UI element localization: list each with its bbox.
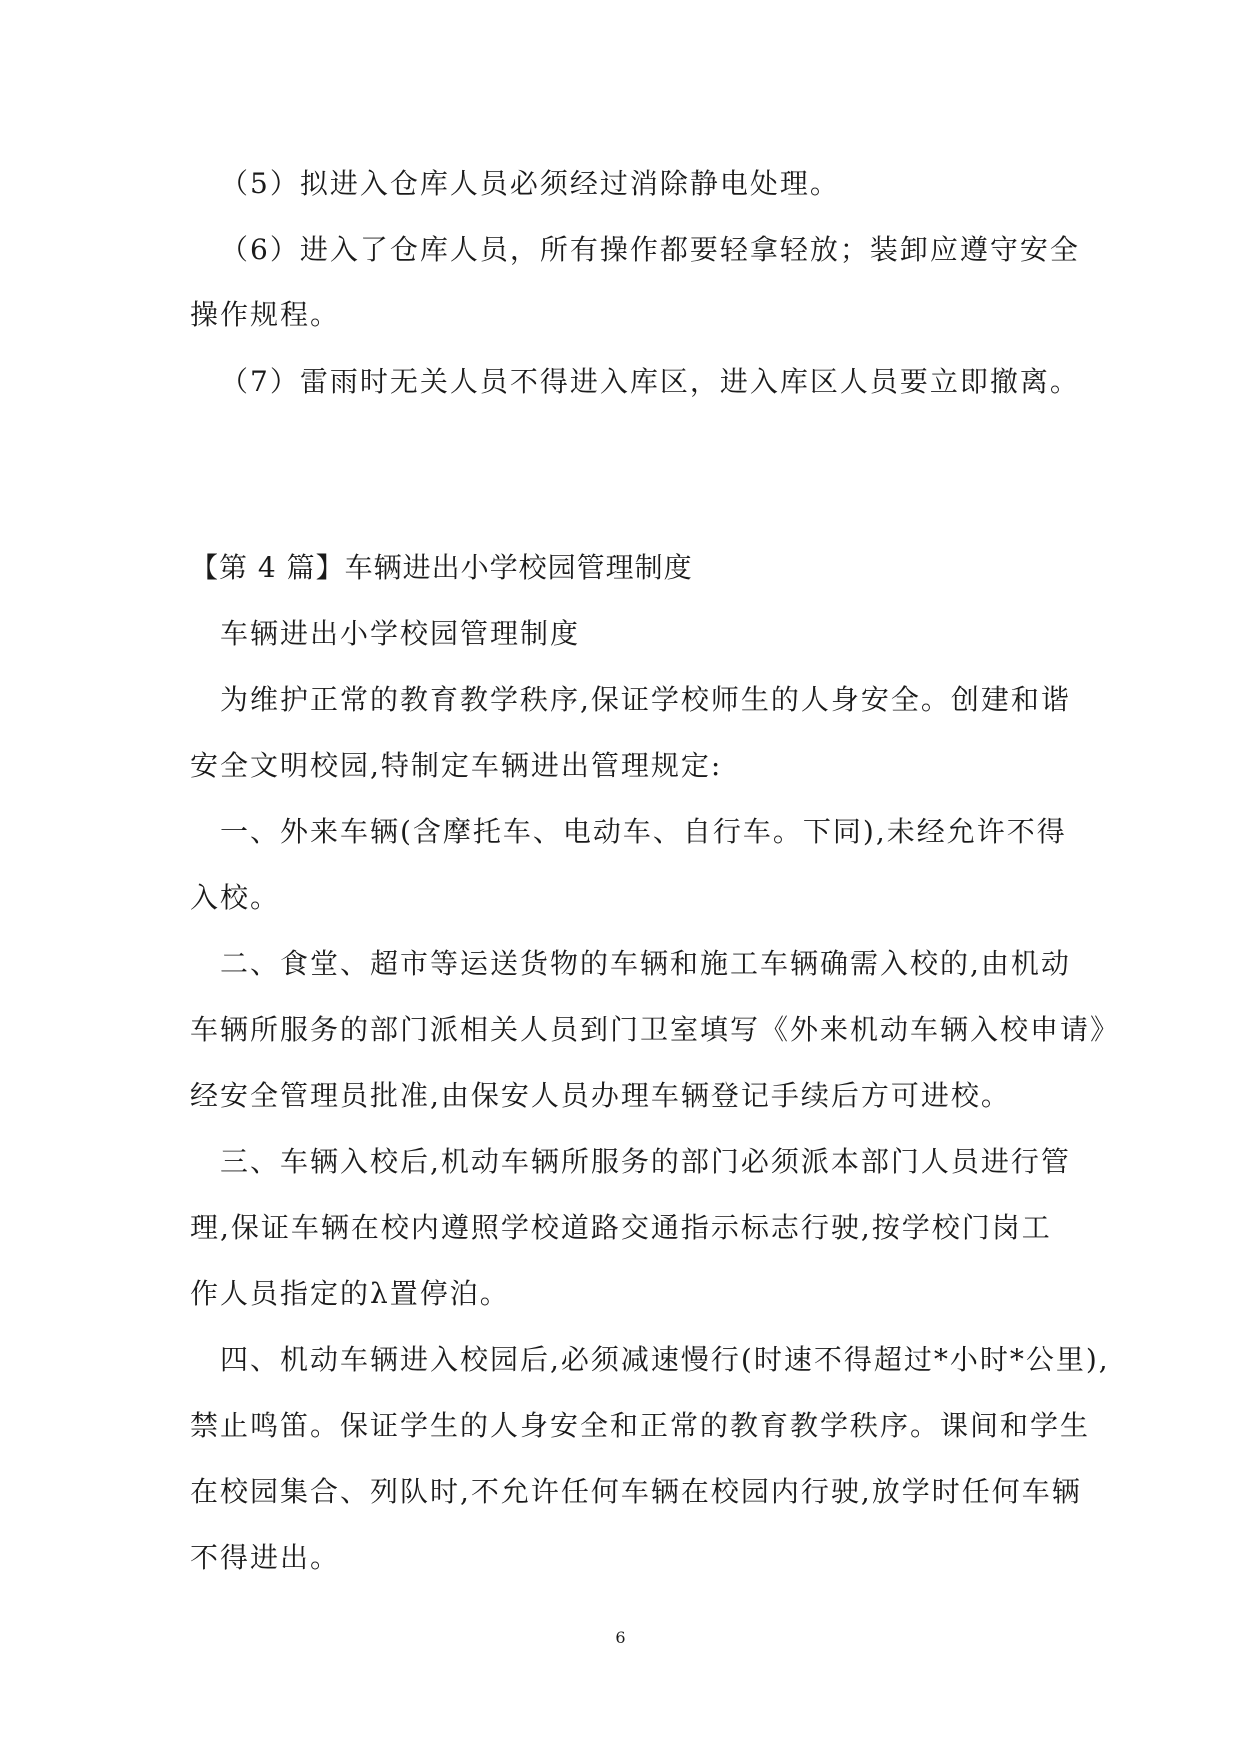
section-subtitle: 车辆进出小学校园管理制度 — [220, 617, 581, 650]
page-number: 6 — [615, 1628, 626, 1647]
paragraph-line: 入校。 — [190, 881, 281, 914]
paragraph-line: 在校园集合、列队时,不允许任何车辆在校园内行驶,放学时任何车辆 — [190, 1475, 1082, 1508]
paragraph-line: （7）雷雨时无关人员不得进入库区，进入库区人员要立即撤离。 — [220, 365, 1080, 398]
section-heading: 【第 4 篇】车辆进出小学校园管理制度 — [190, 551, 693, 584]
paragraph-line: 三、车辆入校后,机动车辆所服务的部门必须派本部门人员进行管 — [220, 1145, 1071, 1178]
paragraph-line: 理,保证车辆在校内遵照学校道路交通指示标志行驶,按学校门岗工 — [190, 1211, 1052, 1244]
paragraph-line: 作人员指定的λ置停泊。 — [190, 1277, 510, 1310]
paragraph-line: 四、机动车辆进入校园后,必须减速慢行(时速不得超过*小时*公里), — [220, 1343, 1110, 1376]
paragraph-line: 二、食堂、超市等运送货物的车辆和施工车辆确需入校的,由机动 — [220, 947, 1071, 980]
paragraph-line: 不得进出。 — [190, 1541, 341, 1574]
paragraph-line: （6）进入了仓库人员，所有操作都要轻拿轻放；装卸应遵守安全 — [220, 233, 1080, 266]
paragraph-line: 为维护正常的教育教学秩序,保证学校师生的人身安全。创建和谐 — [220, 683, 1071, 716]
paragraph-line: 车辆所服务的部门派相关人员到门卫室填写《外来机动车辆入校申请》 — [190, 1013, 1121, 1046]
paragraph-line: 操作规程。 — [190, 298, 341, 331]
paragraph-line: 安全文明校园,特制定车辆进出管理规定: — [190, 749, 723, 782]
paragraph-line: （5）拟进入仓库人员必须经过消除静电处理。 — [220, 167, 840, 200]
paragraph-line: 一、外来车辆(含摩托车、电动车、自行车。下同),未经允许不得 — [220, 815, 1067, 848]
paragraph-line: 经安全管理员批准,由保安人员办理车辆登记手续后方可进校。 — [190, 1079, 1011, 1112]
paragraph-line: 禁止鸣笛。保证学生的人身安全和正常的教育教学秩序。课间和学生 — [190, 1409, 1091, 1442]
